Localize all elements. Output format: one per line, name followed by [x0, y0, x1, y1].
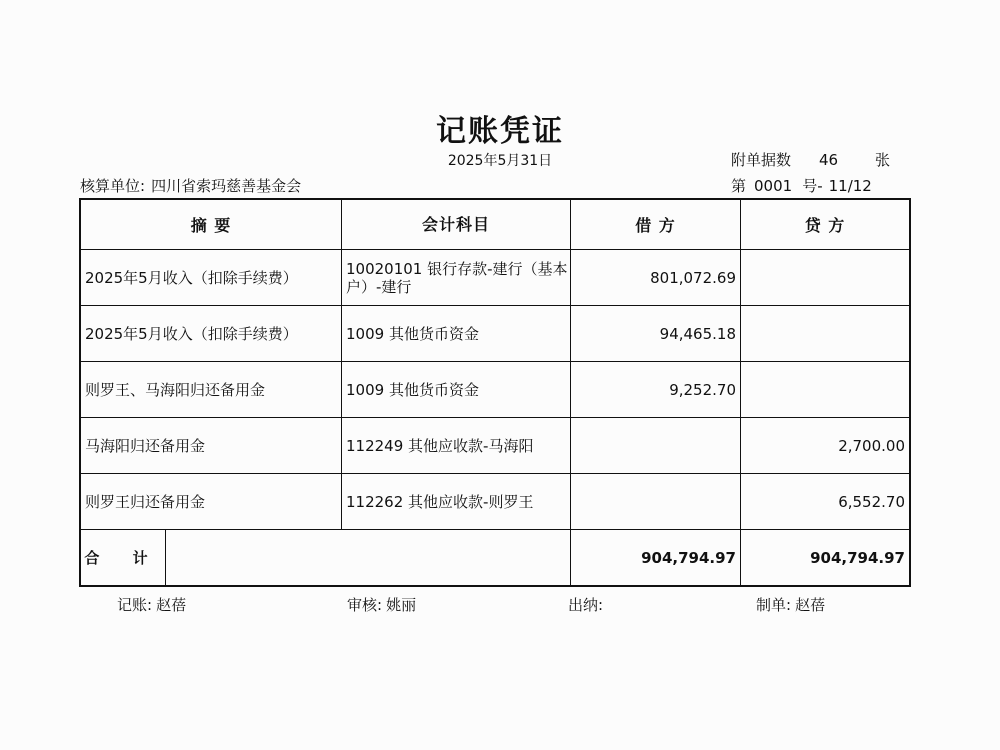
attachments-count: 46 — [819, 151, 839, 169]
accounting-unit — [80, 175, 301, 196]
row-credit: 2,700.00 — [741, 418, 911, 474]
row-debit: 94,465.18 — [571, 306, 741, 362]
row-credit: 6,552.70 — [741, 474, 911, 530]
table-row — [80, 306, 910, 362]
attachments-unit: 张 — [875, 151, 891, 169]
row-summary: 2025年5月收入（扣除手续费） — [80, 250, 342, 306]
row-credit — [741, 306, 911, 362]
preparer-sign — [756, 594, 825, 615]
row-account: 112249 其他应收款-马海阳 — [342, 418, 571, 474]
total-debit: 904,794.97 — [571, 530, 741, 587]
row-debit — [571, 474, 741, 530]
preparer-name: 赵蓓 — [795, 596, 826, 614]
row-credit — [741, 250, 911, 306]
voucher-suffix: 号- — [802, 177, 823, 195]
unit-name: 四川省索玛慈善基金会 — [151, 177, 302, 195]
row-debit — [571, 418, 741, 474]
voucher-date: 2025年5月31日 — [447, 153, 553, 169]
voucher-title: 记账凭证 — [436, 114, 564, 149]
attachments-info — [731, 149, 890, 170]
bookkeeper-label: 记账: — [117, 596, 153, 614]
bookkeeper-sign — [117, 594, 186, 615]
preparer-label: 制单: — [756, 596, 792, 614]
header-debit: 借 方 — [571, 199, 741, 250]
voucher-table — [79, 198, 911, 587]
row-debit: 9,252.70 — [571, 362, 741, 418]
voucher-number-info — [731, 175, 872, 196]
row-summary: 马海阳归还备用金 — [80, 418, 342, 474]
row-summary: 2025年5月收入（扣除手续费） — [80, 306, 342, 362]
row-account: 1009 其他货币资金 — [342, 306, 571, 362]
row-summary: 则罗王、马海阳归还备用金 — [80, 362, 342, 418]
row-summary: 则罗王归还备用金 — [80, 474, 342, 530]
table-row — [80, 362, 910, 418]
table-row — [80, 418, 910, 474]
row-account: 112262 其他应收款-则罗王 — [342, 474, 571, 530]
total-row — [80, 530, 910, 587]
total-label: 合 计 — [80, 530, 166, 587]
voucher-page: 11/12 — [828, 177, 872, 195]
row-debit: 801,072.69 — [571, 250, 741, 306]
reviewer-sign — [347, 594, 416, 615]
reviewer-label: 审核: — [347, 596, 383, 614]
row-credit — [741, 362, 911, 418]
table-row — [80, 250, 910, 306]
bookkeeper-name: 赵蓓 — [156, 596, 187, 614]
cashier-label: 出纳: — [568, 596, 604, 614]
row-account: 10020101 银行存款-建行（基本户）-建行 — [342, 250, 571, 306]
header-summary: 摘 要 — [80, 199, 342, 250]
table-header-row — [80, 199, 910, 250]
total-blank — [166, 530, 571, 587]
reviewer-name: 姚丽 — [386, 596, 417, 614]
header-account: 会计科目 — [342, 199, 571, 250]
row-account: 1009 其他货币资金 — [342, 362, 571, 418]
cashier-sign — [568, 594, 607, 615]
table-row — [80, 474, 910, 530]
attachments-label: 附单据数 — [731, 151, 792, 169]
header-credit: 贷 方 — [741, 199, 911, 250]
voucher-number: 0001 — [754, 177, 793, 195]
unit-label: 核算单位: — [80, 177, 146, 195]
voucher-prefix: 第 — [731, 177, 747, 195]
total-credit: 904,794.97 — [741, 530, 911, 587]
